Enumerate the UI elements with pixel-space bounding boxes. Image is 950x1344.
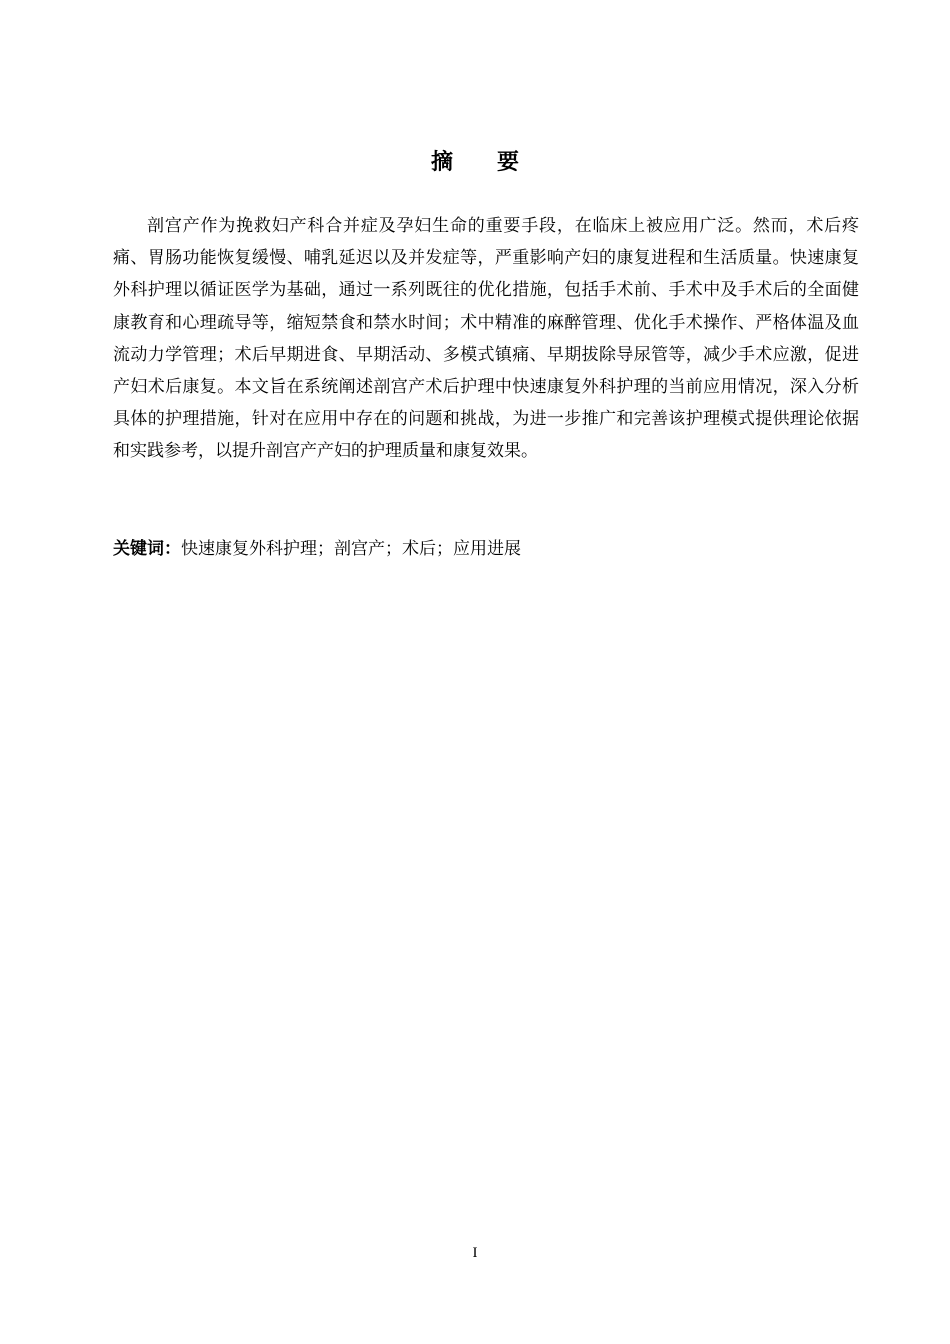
keywords-line <box>113 533 859 565</box>
page-number: I <box>472 1245 478 1261</box>
abstract-title: 摘要 <box>430 150 563 175</box>
keywords-text: 快速康复外科护理；剖宫产；术后；应用进展 <box>181 539 521 559</box>
keywords-label: 关键词： <box>113 539 181 559</box>
abstract-paragraph: 剖宫产作为挽救妇产科合并症及孕妇生命的重要手段，在临床上被应用广泛。然而，术后疼痛、胃肠功能恢复缓慢、哺乳延迟以及并发症等，严重影响产妇的康复进程和生活质量。快速康复外科护理以循证医学为基础，通过一系列既往的优化措施，包括手术前、手术中及手术后的全面健康教育和心理疏导等，缩短禁食和禁水时间；术中精准的麻醉管理、优化手术操作、严格体温及血流动力学管理；术后早期进食、早期活动、多模式镇痛、早期拔除导尿管等，减少手术应激，促进产妇术后康复。本文旨在系统阐述剖宫产术后护理中快速康复外科护理的当前应用情况，深入分析具体的护理措施，针对在应用中存在的问题和挑战，为进一步推广和完善该护理模式提供理论依据和实践参考，以提升剖宫产产妇的护理质量和康复效果。 <box>113 216 859 462</box>
